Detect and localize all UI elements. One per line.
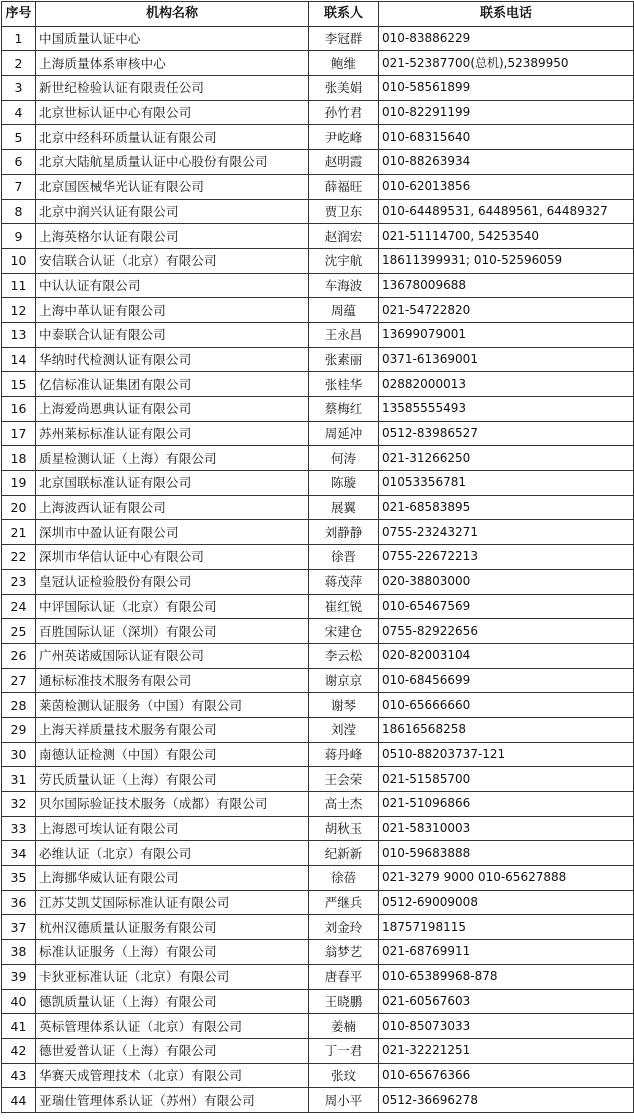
row-index: 6 — [2, 150, 36, 175]
table-row — [2, 421, 634, 446]
org-name: 北京中润兴认证有限公司 — [36, 199, 309, 224]
contact-person: 车海波 — [309, 273, 379, 298]
org-name: 百胜国际认证（深圳）有限公司 — [36, 619, 309, 644]
table-row — [2, 26, 634, 51]
row-index: 18 — [2, 446, 36, 471]
phone-number: 010-68456699 — [379, 668, 634, 693]
contact-person: 谢京京 — [309, 668, 379, 693]
phone-number: 021-3279 9000 010-65627888 — [379, 866, 634, 891]
row-index: 35 — [2, 866, 36, 891]
row-index: 9 — [2, 224, 36, 249]
row-index: 37 — [2, 915, 36, 940]
table-row — [2, 915, 634, 940]
row-index: 36 — [2, 890, 36, 915]
phone-number: 18611399931; 010-52596059 — [379, 248, 634, 273]
phone-number: 010-65676366 — [379, 1063, 634, 1088]
row-index: 17 — [2, 421, 36, 446]
org-name: 标准认证服务（上海）有限公司 — [36, 940, 309, 965]
table-row — [2, 471, 634, 496]
row-index: 1 — [2, 26, 36, 51]
table-row — [2, 1038, 634, 1063]
phone-number: 0512-83986527 — [379, 421, 634, 446]
contact-person: 蒋丹峰 — [309, 742, 379, 767]
row-index: 15 — [2, 372, 36, 397]
org-name: 华纳时代检测认证有限公司 — [36, 347, 309, 372]
org-name: 中认认证有限公司 — [36, 273, 309, 298]
org-name: 上海挪华威认证有限公司 — [36, 866, 309, 891]
contact-person: 周延冲 — [309, 421, 379, 446]
table-row — [2, 767, 634, 792]
phone-number: 0512-36696278 — [379, 1088, 634, 1113]
phone-number: 020-82003104 — [379, 643, 634, 668]
contact-person: 崔红锐 — [309, 594, 379, 619]
org-name: 广州英诺威国际认证有限公司 — [36, 643, 309, 668]
table-row — [2, 397, 634, 422]
table-row — [2, 792, 634, 817]
contact-person: 张桂华 — [309, 372, 379, 397]
org-name: 贝尔国际验证技术服务（成都）有限公司 — [36, 792, 309, 817]
org-name: 上海波西认证有限公司 — [36, 495, 309, 520]
contact-person: 周小平 — [309, 1088, 379, 1113]
org-name: 上海恩可埃认证有限公司 — [36, 816, 309, 841]
contact-person: 张美娟 — [309, 76, 379, 101]
table-row — [2, 693, 634, 718]
phone-number: 010-62013856 — [379, 174, 634, 199]
contact-person: 胡秋玉 — [309, 816, 379, 841]
contact-person: 徐晋 — [309, 545, 379, 570]
contact-person: 王晓鹏 — [309, 989, 379, 1014]
org-name: 质星检测认证（上海）有限公司 — [36, 446, 309, 471]
table-row — [2, 248, 634, 273]
row-index: 24 — [2, 594, 36, 619]
contact-person: 贾卫东 — [309, 199, 379, 224]
row-index: 14 — [2, 347, 36, 372]
table-row — [2, 446, 634, 471]
table-row — [2, 742, 634, 767]
org-name: 德世爱普认证（上海）有限公司 — [36, 1038, 309, 1063]
contact-person: 李云松 — [309, 643, 379, 668]
row-index: 38 — [2, 940, 36, 965]
row-index: 22 — [2, 545, 36, 570]
contact-person: 蔡梅红 — [309, 397, 379, 422]
contact-person: 陈璇 — [309, 471, 379, 496]
table-row — [2, 717, 634, 742]
contact-person: 刘静静 — [309, 520, 379, 545]
phone-number: 010-68315640 — [379, 125, 634, 150]
row-index: 13 — [2, 322, 36, 347]
table-row — [2, 76, 634, 101]
contact-person: 张玟 — [309, 1063, 379, 1088]
contact-person: 展翼 — [309, 495, 379, 520]
contact-person: 周蕴 — [309, 298, 379, 323]
org-name: 上海英格尔认证有限公司 — [36, 224, 309, 249]
phone-number: 020-38803000 — [379, 569, 634, 594]
org-name: 深圳市华信认证中心有限公司 — [36, 545, 309, 570]
org-name: 北京大陆航星质量认证中心股份有限公司 — [36, 150, 309, 175]
contact-person: 鲍维 — [309, 51, 379, 76]
contact-person: 薛福旺 — [309, 174, 379, 199]
contact-person: 李冠群 — [309, 26, 379, 51]
org-name: 中泰联合认证有限公司 — [36, 322, 309, 347]
org-name: 皇冠认证检验股份有限公司 — [36, 569, 309, 594]
org-name: 必维认证（北京）有限公司 — [36, 841, 309, 866]
phone-number: 021-60567603 — [379, 989, 634, 1014]
row-index: 7 — [2, 174, 36, 199]
contact-person: 高士杰 — [309, 792, 379, 817]
phone-number: 13678009688 — [379, 273, 634, 298]
row-index: 19 — [2, 471, 36, 496]
table-row — [2, 199, 634, 224]
row-index: 10 — [2, 248, 36, 273]
org-name: 卡狄亚标准认证（北京）有限公司 — [36, 964, 309, 989]
row-index: 34 — [2, 841, 36, 866]
phone-number: 021-32221251 — [379, 1038, 634, 1063]
contact-person: 丁一君 — [309, 1038, 379, 1063]
phone-number: 0510-88203737-121 — [379, 742, 634, 767]
phone-number: 021-68583895 — [379, 495, 634, 520]
contact-person: 赵润宏 — [309, 224, 379, 249]
row-index: 3 — [2, 76, 36, 101]
org-name: 上海爱尚恩典认证有限公司 — [36, 397, 309, 422]
org-name: 北京国联标准认证有限公司 — [36, 471, 309, 496]
org-name: 亿信标准认证集团有限公司 — [36, 372, 309, 397]
org-name: 安信联合认证（北京）有限公司 — [36, 248, 309, 273]
table-row — [2, 1063, 634, 1088]
row-index: 11 — [2, 273, 36, 298]
phone-number: 010-64489531, 64489561, 64489327 — [379, 199, 634, 224]
table-row — [2, 298, 634, 323]
phone-number: 021-54722820 — [379, 298, 634, 323]
table-row — [2, 1014, 634, 1039]
contact-person: 徐蓓 — [309, 866, 379, 891]
phone-number: 021-51114700, 54253540 — [379, 224, 634, 249]
contact-person: 沈宇航 — [309, 248, 379, 273]
phone-number: 010-82291199 — [379, 100, 634, 125]
phone-number: 0371-61369001 — [379, 347, 634, 372]
row-index: 20 — [2, 495, 36, 520]
org-name: 劳氏质量认证（上海）有限公司 — [36, 767, 309, 792]
row-index: 33 — [2, 816, 36, 841]
row-index: 5 — [2, 125, 36, 150]
phone-number: 021-52387700(总机),52389950 — [379, 51, 634, 76]
table-row — [2, 273, 634, 298]
phone-number: 010-65467569 — [379, 594, 634, 619]
contact-person: 孙竹君 — [309, 100, 379, 125]
row-index: 2 — [2, 51, 36, 76]
header-contact: 联系人 — [309, 2, 379, 27]
table-row — [2, 224, 634, 249]
contact-person: 王会荣 — [309, 767, 379, 792]
contact-person: 唐春平 — [309, 964, 379, 989]
table-row — [2, 125, 634, 150]
phone-number: 010-65666660 — [379, 693, 634, 718]
contact-person: 宋建仓 — [309, 619, 379, 644]
phone-number: 021-31266250 — [379, 446, 634, 471]
phone-number: 0755-22672213 — [379, 545, 634, 570]
table-row — [2, 816, 634, 841]
row-index: 31 — [2, 767, 36, 792]
row-index: 12 — [2, 298, 36, 323]
row-index: 4 — [2, 100, 36, 125]
table-row — [2, 643, 634, 668]
header-index: 序号 — [2, 2, 36, 27]
org-name: 杭州汉德质量认证服务有限公司 — [36, 915, 309, 940]
row-index: 32 — [2, 792, 36, 817]
table-row — [2, 668, 634, 693]
table-row — [2, 569, 634, 594]
org-name: 上海中革认证有限公司 — [36, 298, 309, 323]
table-row — [2, 866, 634, 891]
header-row — [2, 2, 634, 27]
row-index: 23 — [2, 569, 36, 594]
contact-person: 何涛 — [309, 446, 379, 471]
table-row — [2, 100, 634, 125]
phone-number: 010-88263934 — [379, 150, 634, 175]
row-index: 25 — [2, 619, 36, 644]
phone-number: 021-51585700 — [379, 767, 634, 792]
row-index: 27 — [2, 668, 36, 693]
org-name: 深圳市中盈认证有限公司 — [36, 520, 309, 545]
header-phone: 联系电话 — [379, 2, 634, 27]
row-index: 8 — [2, 199, 36, 224]
table-body — [2, 26, 634, 1112]
table-row — [2, 940, 634, 965]
row-index: 28 — [2, 693, 36, 718]
table-row — [2, 545, 634, 570]
org-name: 华赛天成管理技术（北京）有限公司 — [36, 1063, 309, 1088]
org-name: 德凯质量认证（上海）有限公司 — [36, 989, 309, 1014]
table-row — [2, 964, 634, 989]
org-name: 亚瑞仕管理体系认证（苏州）有限公司 — [36, 1088, 309, 1113]
phone-number: 0755-82922656 — [379, 619, 634, 644]
table-row — [2, 594, 634, 619]
phone-number: 010-83886229 — [379, 26, 634, 51]
phone-number: 13585555493 — [379, 397, 634, 422]
org-name: 英标管理体系认证（北京）有限公司 — [36, 1014, 309, 1039]
row-index: 39 — [2, 964, 36, 989]
table-row — [2, 174, 634, 199]
table-row — [2, 372, 634, 397]
org-name: 南德认证检测（中国）有限公司 — [36, 742, 309, 767]
org-name: 北京中经科环质量认证有限公司 — [36, 125, 309, 150]
phone-number: 021-58310003 — [379, 816, 634, 841]
org-name: 北京国医械华光认证有限公司 — [36, 174, 309, 199]
phone-number: 021-68769911 — [379, 940, 634, 965]
table-row — [2, 495, 634, 520]
contact-person: 纪新新 — [309, 841, 379, 866]
row-index: 41 — [2, 1014, 36, 1039]
row-index: 29 — [2, 717, 36, 742]
phone-number: 010-59683888 — [379, 841, 634, 866]
table-row — [2, 619, 634, 644]
contact-person: 严继兵 — [309, 890, 379, 915]
contact-person: 蒋茂萍 — [309, 569, 379, 594]
table-row — [2, 51, 634, 76]
contact-person: 张素丽 — [309, 347, 379, 372]
row-index: 30 — [2, 742, 36, 767]
org-name: 北京世标认证中心有限公司 — [36, 100, 309, 125]
table-row — [2, 347, 634, 372]
row-index: 40 — [2, 989, 36, 1014]
org-name: 新世纪检验认证有限责任公司 — [36, 76, 309, 101]
row-index: 42 — [2, 1038, 36, 1063]
contact-person: 翁梦艺 — [309, 940, 379, 965]
phone-number: 02882000013 — [379, 372, 634, 397]
row-index: 43 — [2, 1063, 36, 1088]
contact-person: 姜楠 — [309, 1014, 379, 1039]
table-row — [2, 150, 634, 175]
header-org-name: 机构名称 — [36, 2, 309, 27]
table-row — [2, 989, 634, 1014]
table-row — [2, 520, 634, 545]
contact-person: 谢琴 — [309, 693, 379, 718]
phone-number: 13699079001 — [379, 322, 634, 347]
row-index: 44 — [2, 1088, 36, 1113]
org-name: 中国质量认证中心 — [36, 26, 309, 51]
org-name: 中评国际认证（北京）有限公司 — [36, 594, 309, 619]
phone-number: 0755-23243271 — [379, 520, 634, 545]
phone-number: 010-85073033 — [379, 1014, 634, 1039]
phone-number: 18757198115 — [379, 915, 634, 940]
certification-bodies-table — [1, 1, 634, 1113]
table-row — [2, 890, 634, 915]
org-name: 上海质量体系审核中心 — [36, 51, 309, 76]
org-name: 上海天祥质量技术服务有限公司 — [36, 717, 309, 742]
org-name: 江苏艾凯艾国际标准认证有限公司 — [36, 890, 309, 915]
org-name: 苏州莱标标准认证有限公司 — [36, 421, 309, 446]
table-row — [2, 1088, 634, 1113]
row-index: 26 — [2, 643, 36, 668]
contact-person: 王永昌 — [309, 322, 379, 347]
phone-number: 18616568258 — [379, 717, 634, 742]
table-row — [2, 841, 634, 866]
phone-number: 0512-69009008 — [379, 890, 634, 915]
phone-number: 01053356781 — [379, 471, 634, 496]
phone-number: 021-51096866 — [379, 792, 634, 817]
org-name: 通标标准技术服务有限公司 — [36, 668, 309, 693]
phone-number: 010-65389968-878 — [379, 964, 634, 989]
contact-person: 刘金玲 — [309, 915, 379, 940]
contact-person: 尹屹峰 — [309, 125, 379, 150]
table-row — [2, 322, 634, 347]
org-name: 莱茵检测认证服务（中国）有限公司 — [36, 693, 309, 718]
row-index: 21 — [2, 520, 36, 545]
contact-person: 刘滢 — [309, 717, 379, 742]
phone-number: 010-58561899 — [379, 76, 634, 101]
row-index: 16 — [2, 397, 36, 422]
contact-person: 赵明霞 — [309, 150, 379, 175]
